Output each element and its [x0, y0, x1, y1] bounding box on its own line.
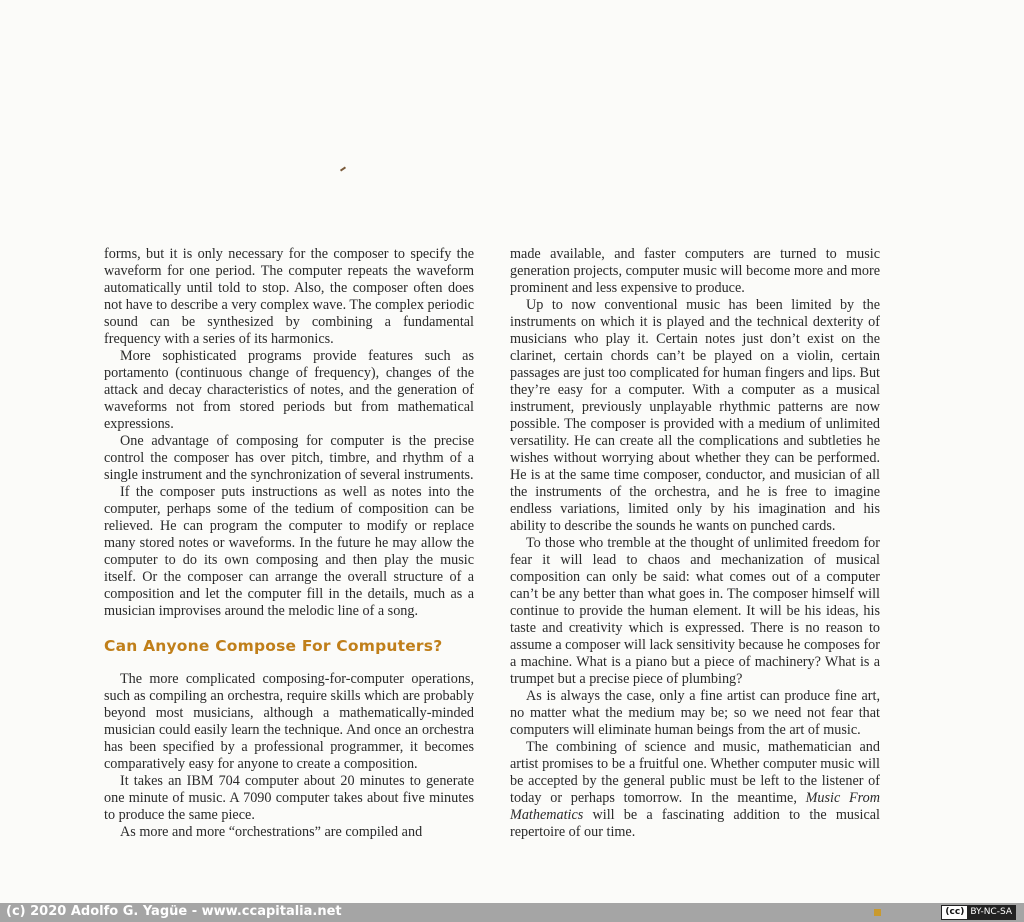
copyright-credit: (c) 2020 Adolfo G. Yagüe - www.ccapitalia.net — [6, 904, 342, 919]
paragraph: As is always the case, only a fine artist can produce fine art, no matter what the medium may be; so we need not fear that computers will eliminate human beings from the art of music. — [510, 688, 880, 738]
record-title: Music From Mathematics — [510, 790, 880, 823]
paragraph-text: will be a fascinating addition to the musical repertoire of our time. — [510, 807, 881, 840]
footer-bar — [0, 903, 1024, 922]
paragraph: It takes an IBM 704 computer about 20 minutes to generate one minute of music. A 7090 computer takes about five minutes to produce the same piece. — [104, 773, 474, 823]
end-mark-box — [874, 903, 881, 921]
section-heading: Can Anyone Compose For Computers? — [104, 637, 443, 655]
paragraph: One advantage of composing for computer is the precise control the composer has over pitch, timbre, and rhythm of a single instrument and the synchronization of several instruments. — [104, 433, 474, 483]
right-column — [510, 246, 880, 841]
paragraph: As more and more “orchestrations” are compiled and — [120, 824, 423, 840]
end-of-article-icon — [874, 909, 881, 916]
paragraph-final — [510, 739, 880, 841]
paragraph-text: The combining of science and music, mathematician and artist promises to be a fruitful one. Whether computer music will be accepted by the general public must be left to the listener of today or perhaps tomorrow. In the meantime, — [510, 739, 880, 806]
license-terms: BY-NC-SA — [967, 906, 1015, 919]
cc-logo-text: (cc) — [945, 907, 965, 917]
paragraph: made available, and faster computers are turned to music generation projects, computer music will become more and more prominent and less expensive to produce. — [510, 246, 880, 296]
paragraph: The more complicated composing-for-computer operations, such as compiling an orchestra, require skills which are probably beyond most musicians, although a mathematically-minded musician could easily learn the technique. And once an orchestra has been specified by a professional programmer, it becomes comparatively easy for anyone to create a composition. — [104, 671, 474, 772]
paragraph: If the composer puts instructions as well as notes into the computer, perhaps some of the tedium of composition can be relieved. He can program the computer to modify or replace many stored notes or waveforms. In the future he may allow the computer to do its own composing and then play the music itself. Or the composer can arrange the overall structure of a composition and let the computer fill in the details, much as a musician improvises around the melodic line of a song. — [104, 484, 474, 619]
paragraph: To those who tremble at the thought of unlimited freedom for fear it will lead to chaos and mechanization of musical composition can only be said: what comes out of a computer can’t be any better than what goes in. The composer himself will continue to provide the human element. It will be his ideas, his taste and creativity which is expressed. There is no reason to assume a composer will lack sensitivity because he composes for a machine. What is a piano but a piece of machinery? What is a trumpet but a precise piece of plumbing? — [510, 535, 880, 687]
paragraph: forms, but it is only necessary for the composer to specify the waveform for one period. The computer repeats the waveform automatically until told to stop. Also, the composer often does not have to describe a very complex wave. The complex periodic sound can be synthesized by combining a fundamental frequency with a series of its harmonics. — [104, 246, 474, 347]
left-column — [104, 246, 474, 841]
cc-license-badge — [941, 905, 1016, 920]
paragraph: More sophisticated programs provide features such as portamento (continuous change of frequency), changes of the attack and decay characteristics of notes, and the generation of waveforms not from stored periods but from mathematical expressions. — [104, 348, 474, 432]
paragraph: Up to now conventional music has been limited by the instruments on which it is played and the technical dexterity of musicians who play it. Certain notes just don’t exist on the clarinet, certain chords can’t be played on a violin, certain passages are just too complicated for human fingers and lips. But they’re easy for a computer. With a computer as a musical instrument, previously unplayable rhythmic patterns are now possible. The composer is provided with a medium of unlimited versatility. He can create all the complications and subtleties he wishes without worrying about whether they can be performed. He is at the same time composer, conductor, and musician of all the instruments of the orchestra, and he is free to imagine endless variations, limited only by his imagination and his ability to describe the sounds he wants on punched cards. — [510, 297, 880, 534]
stray-pen-mark — [340, 166, 346, 171]
